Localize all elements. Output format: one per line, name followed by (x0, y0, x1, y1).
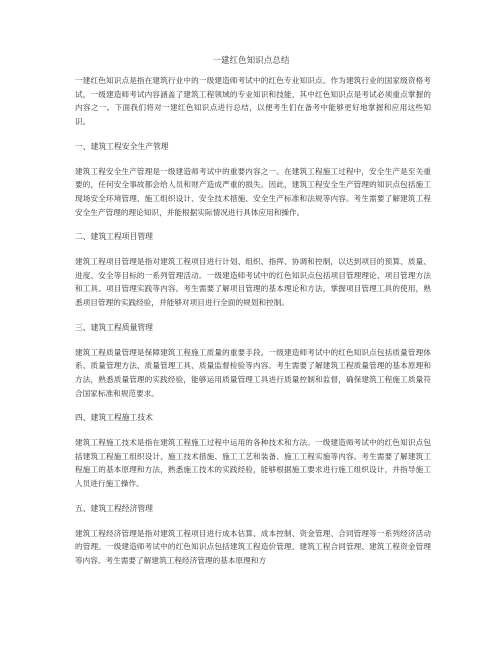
section-heading-technology: 四、建筑工程施工技术 (75, 413, 153, 423)
section-heading-quality: 三、建筑工程质量管理 (75, 322, 153, 332)
document-title: 一建红色知识点总结 (212, 55, 290, 65)
section-body-project: 建筑工程项目管理是指对建筑工程项目进行计划、组织、指挥、协调和控制，以达到项目的预算、质量、进度、安全等目标的一系列管理活动。一级建造师考试中的红色知识点包括项目管理理论、项目管理方法和工具、项目管理实践等内容。考生需要了解项目管理的基本理论和方法，掌握项目管理工具的使用，熟悉项目管理的实践经验，并能够对项目进行全面的规划和控制。 (75, 257, 431, 308)
section-body-economics: 建筑工程经济管理是指对建筑工程项目进行成本估算、成本控制、资金管理、合同管理等一系列经济活动的管理。一级建造师考试中的红色知识点包括建筑工程造价管理、建筑工程合同管理、建筑工程资金管理等内容。考生需要了解建筑工程经济管理的基本原理和方 (75, 528, 431, 565)
document-body (75, 74, 431, 568)
section-body-safety: 建筑工程安全生产管理是一级建造师考试中的重要内容之一。在建筑工程施工过程中，安全生产是至关重要的，任何安全事故都会给人员和财产造成严重的损失。因此，建筑工程安全生产管理的知识点包括施工现场安全环境管理、施工组织设计、安全技术措施、安全生产标准和法规等内容。考生需要了解建筑工程安全生产管理的理论知识，并能根据实际情况进行具体应用和操作。 (75, 166, 431, 217)
intro-paragraph: 一建红色知识点是指在建筑行业中的一级建造师考试中的红色专业知识点。作为建筑行业的国家级资格考试，一级建造师考试内容涵盖了建筑工程领域的专业知识和技能，其中红色知识点是考试必须重点掌握的内容之一。下面我们将对一建红色知识点进行总结，以便考生们在备考中能够更好地掌握和应用这些知识。 (75, 76, 431, 127)
section-body-technology: 建筑工程施工技术是指在建筑工程施工过程中运用的各种技术和方法。一级建造师考试中的红色知识点包括建筑工程施工组织设计、施工技术措施、施工工艺和装备、施工工程实施等内容。考生需要了解建筑工程施工的基本原理和方法，熟悉施工技术的实践经验，能够根据施工要求进行施工组织设计，并指导施工人员进行施工操作。 (75, 438, 431, 489)
section-body-quality: 建筑工程质量管理是保障建筑工程施工质量的重要手段。一级建造师考试中的红色知识点包括质量管理体系、质量管理方法、质量管理工具、质量监督检验等内容。考生需要了解建筑工程质量管理的基本原理和方法，熟悉质量管理的实践经验，能够运用质量管理工具进行质量控制和监督，确保建筑工程施工质量符合国家标准和规范要求。 (75, 347, 431, 398)
section-heading-safety: 一、建筑工程安全生产管理 (75, 141, 169, 151)
section-heading-economics: 五、建筑工程经济管理 (75, 503, 153, 513)
section-heading-project: 二、建筑工程项目管理 (75, 232, 153, 242)
